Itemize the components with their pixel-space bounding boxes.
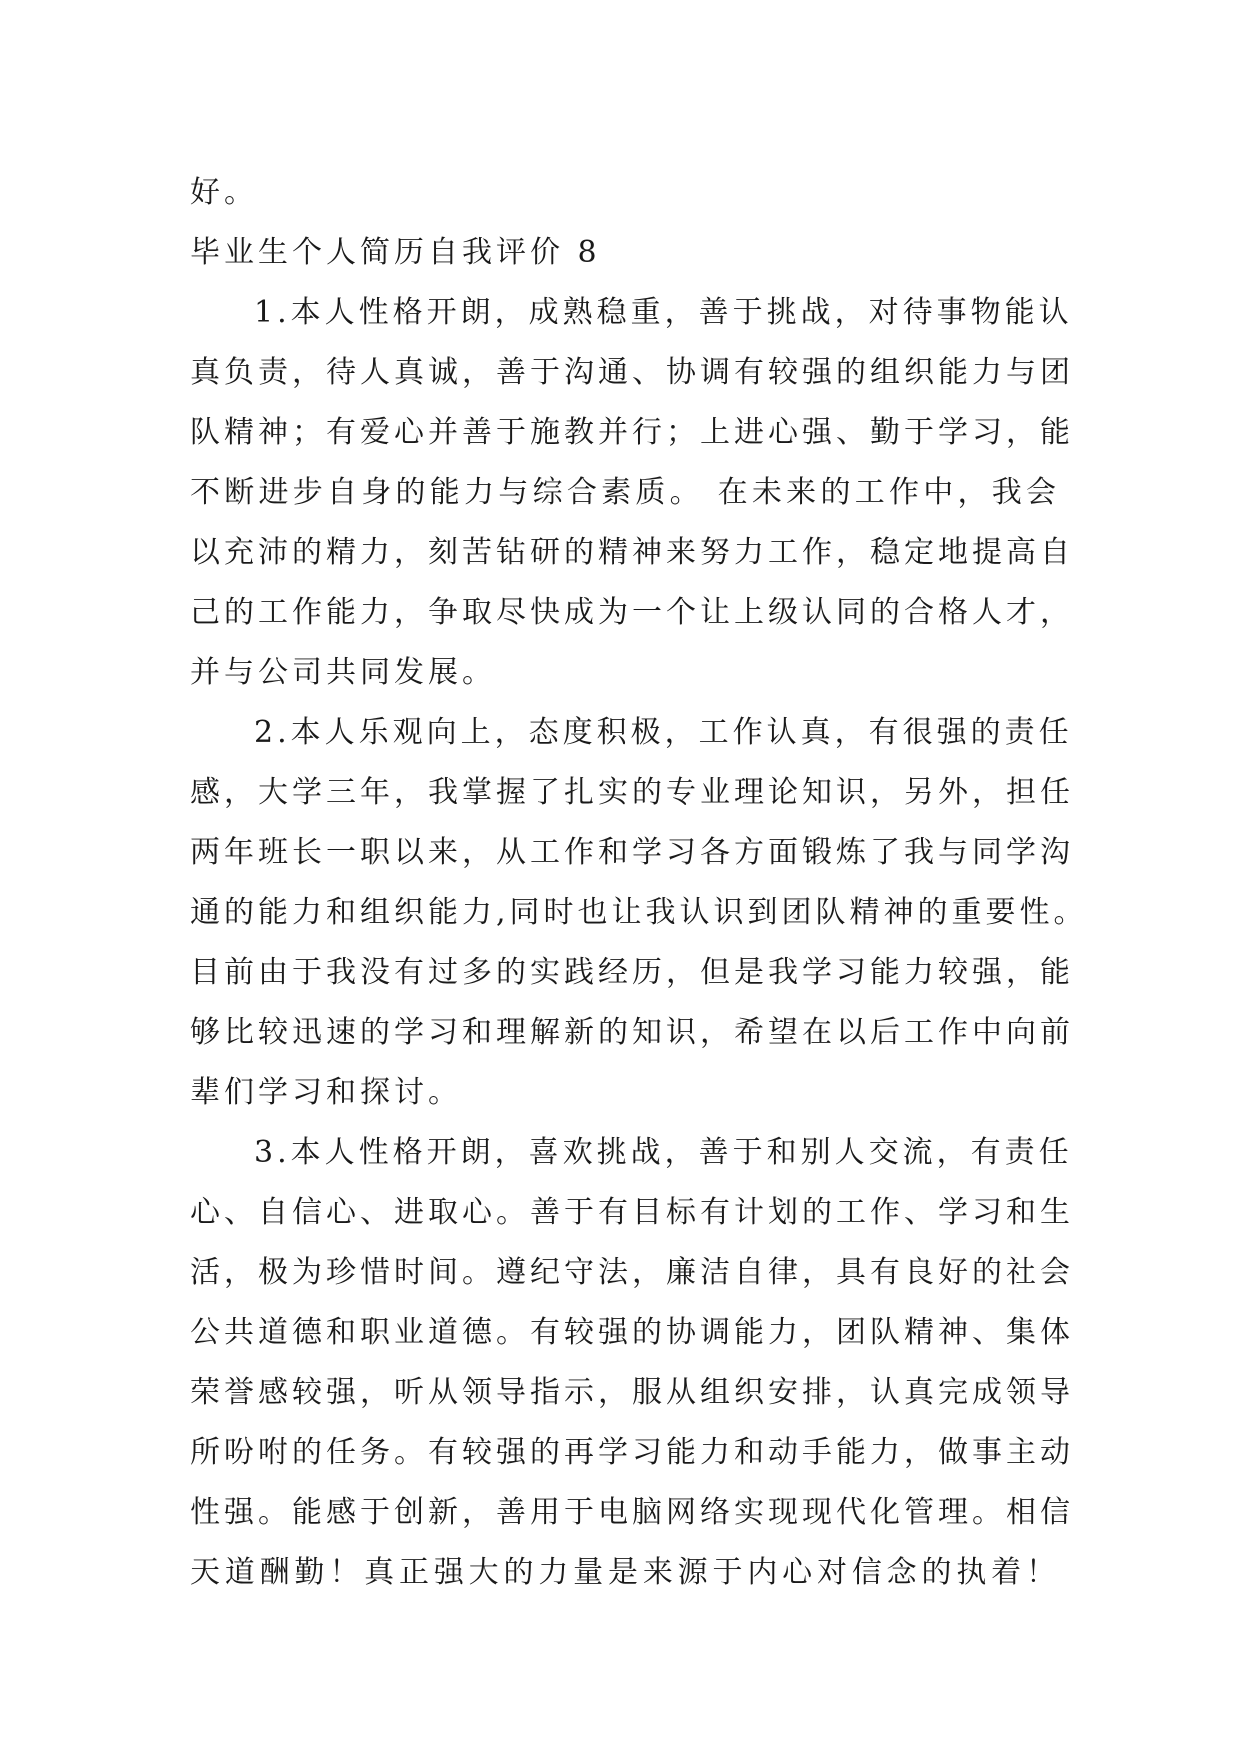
paragraph-3-line-4: 公共道德和职业道德。有较强的协调能力，团队精神、集体: [190, 1315, 1074, 1350]
paragraph-1-line-2: 真负责，待人真诚，善于沟通、协调有较强的组织能力与团: [190, 355, 1074, 390]
paragraph-3-line-7: 性强。能感于创新，善用于电脑网络实现现代化管理。相信: [190, 1495, 1074, 1530]
paragraph-3-line-2: 心、自信心、进取心。善于有目标有计划的工作、学习和生: [190, 1195, 1074, 1230]
paragraph-3-line-6: 所吩咐的任务。有较强的再学习能力和动手能力，做事主动: [190, 1435, 1074, 1470]
paragraph-2-line-5: 目前由于我没有过多的实践经历，但是我学习能力较强，能: [190, 955, 1074, 990]
paragraph-1-line-5: 以充沛的精力，刻苦钻研的精神来努力工作，稳定地提高自: [190, 535, 1074, 570]
paragraph-2-line-7: 辈们学习和探讨。: [190, 1075, 462, 1110]
paragraph-1-line-7: 并与公司共同发展。: [190, 655, 496, 690]
section-heading: 毕业生个人简历自我评价 8: [190, 235, 601, 270]
paragraph-2-line-4: 通的能力和组织能力,同时也让我认识到团队精神的重要性。: [190, 895, 1088, 930]
paragraph-2-line-6: 够比较迅速的学习和理解新的知识，希望在以后工作中向前: [190, 1015, 1074, 1050]
paragraph-1-line-3: 队精神；有爱心并善于施教并行；上进心强、勤于学习，能: [190, 415, 1074, 450]
paragraph-2-line-3: 两年班长一职以来，从工作和学习各方面锻炼了我与同学沟: [190, 835, 1074, 870]
paragraph-3-line-1: 3.本人性格开朗，喜欢挑战，善于和别人交流，有责任: [254, 1135, 1073, 1170]
paragraph-1-line-4: 不断进步自身的能力与综合素质。 在未来的工作中，我会: [190, 475, 1060, 510]
paragraph-end-line: 好。: [190, 175, 258, 210]
paragraph-1-line-6: 己的工作能力，争取尽快成为一个让上级认同的合格人才，: [190, 595, 1074, 630]
paragraph-3-line-3: 活，极为珍惜时间。遵纪守法，廉洁自律，具有良好的社会: [190, 1255, 1074, 1290]
paragraph-2-line-1: 2.本人乐观向上，态度积极，工作认真，有很强的责任: [254, 715, 1073, 750]
paragraph-3-line-5: 荣誉感较强，听从领导指示，服从组织安排，认真完成领导: [190, 1375, 1074, 1410]
paragraph-2-line-2: 感，大学三年，我掌握了扎实的专业理论知识，另外，担任: [190, 775, 1074, 810]
paragraph-1-line-1: 1.本人性格开朗，成熟稳重，善于挑战，对待事物能认: [254, 295, 1073, 330]
paragraph-3-line-8: 天道酬勤！真正强大的力量是来源于内心对信念的执着！: [190, 1555, 1060, 1590]
document-body: [190, 163, 1088, 1603]
